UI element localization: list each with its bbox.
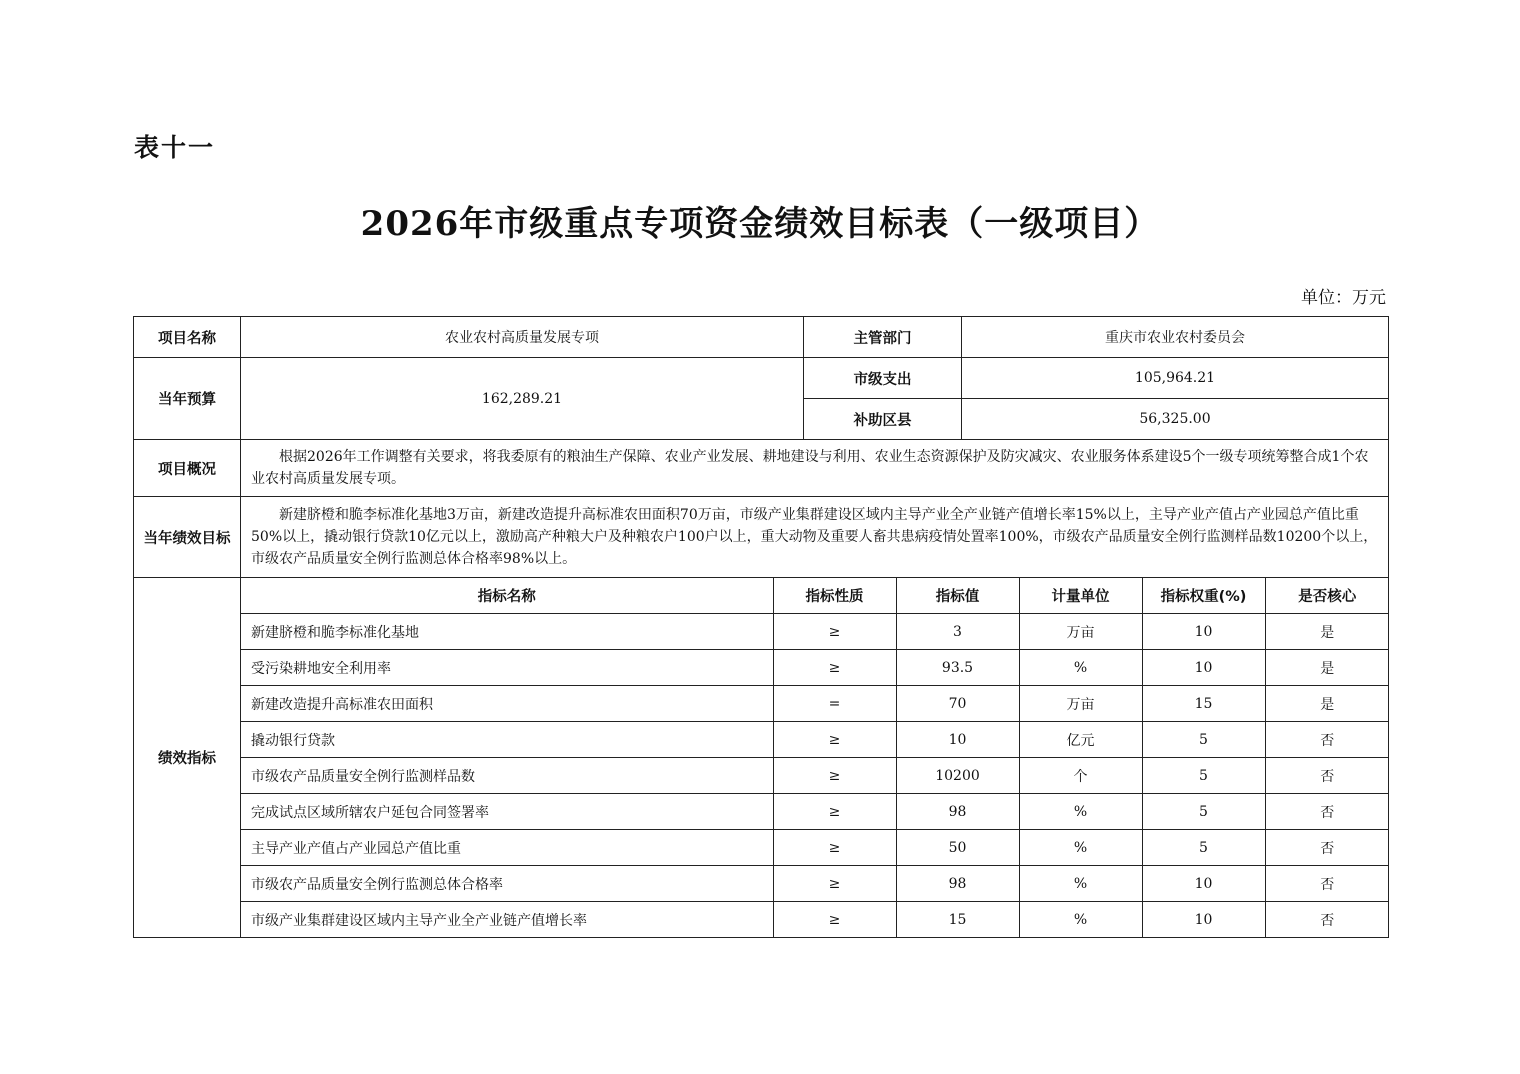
dept-label: 主管部门 <box>804 317 962 358</box>
indicator-type: ≥ <box>773 722 896 758</box>
indicator-type: = <box>773 686 896 722</box>
indicator-value: 15 <box>896 902 1019 938</box>
indicator-weight: 5 <box>1142 794 1265 830</box>
indicators-header-row <box>241 578 1389 614</box>
indicator-row <box>241 686 1389 722</box>
indicator-unit: 万亩 <box>1019 686 1142 722</box>
project-name-label: 项目名称 <box>134 317 241 358</box>
performance-table <box>133 316 1389 938</box>
indicator-row <box>241 758 1389 794</box>
page-title: 2026年市级重点专项资金绩效目标表（一级项目） <box>360 204 1160 244</box>
indicator-unit: 个 <box>1019 758 1142 794</box>
goal-label: 当年绩效目标 <box>134 497 241 578</box>
indicator-type: ≥ <box>773 794 896 830</box>
indicator-weight: 10 <box>1142 650 1265 686</box>
indicator-core: 是 <box>1265 650 1389 686</box>
indicator-unit: % <box>1019 830 1142 866</box>
indicator-weight: 10 <box>1142 902 1265 938</box>
indicator-core: 否 <box>1265 830 1389 866</box>
indicator-row <box>241 830 1389 866</box>
indicator-core: 否 <box>1265 722 1389 758</box>
indicator-unit: % <box>1019 866 1142 902</box>
indicator-weight: 10 <box>1142 614 1265 650</box>
indicator-type: ≥ <box>773 866 896 902</box>
project-name-value: 农业农村高质量发展专项 <box>241 317 804 358</box>
indicator-value: 98 <box>896 794 1019 830</box>
indicator-weight: 10 <box>1142 866 1265 902</box>
col-header-weight: 指标权重(%) <box>1142 578 1265 614</box>
unit-note: 单位：万元 <box>1301 288 1386 308</box>
indicator-value: 70 <box>896 686 1019 722</box>
indicator-type: ≥ <box>773 614 896 650</box>
dept-value: 重庆市农业农村委员会 <box>962 317 1389 358</box>
indicator-value: 3 <box>896 614 1019 650</box>
county-subsidy-label: 补助区县 <box>804 399 962 440</box>
indicator-value: 10200 <box>896 758 1019 794</box>
indicator-unit: 万亩 <box>1019 614 1142 650</box>
city-expense-label: 市级支出 <box>804 358 962 399</box>
col-header-unit: 计量单位 <box>1019 578 1142 614</box>
col-header-core: 是否核心 <box>1265 578 1389 614</box>
indicator-type: ≥ <box>773 758 896 794</box>
indicator-name: 主导产业产值占产业园总产值比重 <box>241 830 773 866</box>
goal-text: 新建脐橙和脆李标准化基地3万亩，新建改造提升高标准农田面积70万亩，市级产业集群建设区域内主导产业全产业链产值增长率15%以上，主导产业产值占产业园总产值比重50%以上，撬动银行贷款10亿元以上，激励高产种粮大户及种粮农户100户以上，重大动物及重要人畜共患病疫情处置率100%，市级农产品质量安全例行监测样品数10200个以上，市级农产品质量安全例行监测总体合格率98%以上。 <box>241 497 1389 578</box>
indicator-value: 93.5 <box>896 650 1019 686</box>
indicator-weight: 5 <box>1142 758 1265 794</box>
indicators-table <box>241 578 1389 937</box>
indicator-type: ≥ <box>773 902 896 938</box>
indicator-name: 撬动银行贷款 <box>241 722 773 758</box>
indicator-name: 完成试点区域所辖农户延包合同签署率 <box>241 794 773 830</box>
indicator-type: ≥ <box>773 830 896 866</box>
indicator-unit: % <box>1019 794 1142 830</box>
indicator-core: 是 <box>1265 686 1389 722</box>
col-header-type: 指标性质 <box>773 578 896 614</box>
overview-text: 根据2026年工作调整有关要求，将我委原有的粮油生产保障、农业产业发展、耕地建设与利用、农业生态资源保护及防灾减灾、农业服务体系建设5个一级专项统筹整合成1个农业农村高质量发展专项。 <box>241 440 1389 497</box>
indicator-name: 新建脐橙和脆李标准化基地 <box>241 614 773 650</box>
col-header-name: 指标名称 <box>241 578 773 614</box>
indicator-core: 否 <box>1265 866 1389 902</box>
indicator-name: 新建改造提升高标准农田面积 <box>241 686 773 722</box>
col-header-value: 指标值 <box>896 578 1019 614</box>
indicator-unit: % <box>1019 902 1142 938</box>
indicator-core: 否 <box>1265 758 1389 794</box>
indicator-row <box>241 650 1389 686</box>
indicators-label: 绩效指标 <box>134 578 241 938</box>
indicator-value: 10 <box>896 722 1019 758</box>
indicator-core: 是 <box>1265 614 1389 650</box>
indicator-name: 受污染耕地安全利用率 <box>241 650 773 686</box>
overview-label: 项目概况 <box>134 440 241 497</box>
indicator-value: 98 <box>896 866 1019 902</box>
indicator-row <box>241 614 1389 650</box>
indicator-row <box>241 902 1389 938</box>
indicator-weight: 5 <box>1142 830 1265 866</box>
indicator-row <box>241 722 1389 758</box>
county-subsidy-value: 56,325.00 <box>962 399 1389 440</box>
indicator-core: 否 <box>1265 902 1389 938</box>
indicator-core: 否 <box>1265 794 1389 830</box>
indicators-cell <box>241 578 1389 938</box>
indicator-type: ≥ <box>773 650 896 686</box>
indicator-weight: 5 <box>1142 722 1265 758</box>
indicator-value: 50 <box>896 830 1019 866</box>
indicator-name: 市级农产品质量安全例行监测总体合格率 <box>241 866 773 902</box>
indicator-row <box>241 866 1389 902</box>
indicator-unit: 亿元 <box>1019 722 1142 758</box>
indicator-weight: 15 <box>1142 686 1265 722</box>
budget-label: 当年预算 <box>134 358 241 440</box>
budget-value: 162,289.21 <box>241 358 804 440</box>
indicator-row <box>241 794 1389 830</box>
city-expense-value: 105,964.21 <box>962 358 1389 399</box>
table-number: 表十一 <box>134 133 216 162</box>
indicator-unit: % <box>1019 650 1142 686</box>
indicator-name: 市级农产品质量安全例行监测样品数 <box>241 758 773 794</box>
indicator-name: 市级产业集群建设区域内主导产业全产业链产值增长率 <box>241 902 773 938</box>
